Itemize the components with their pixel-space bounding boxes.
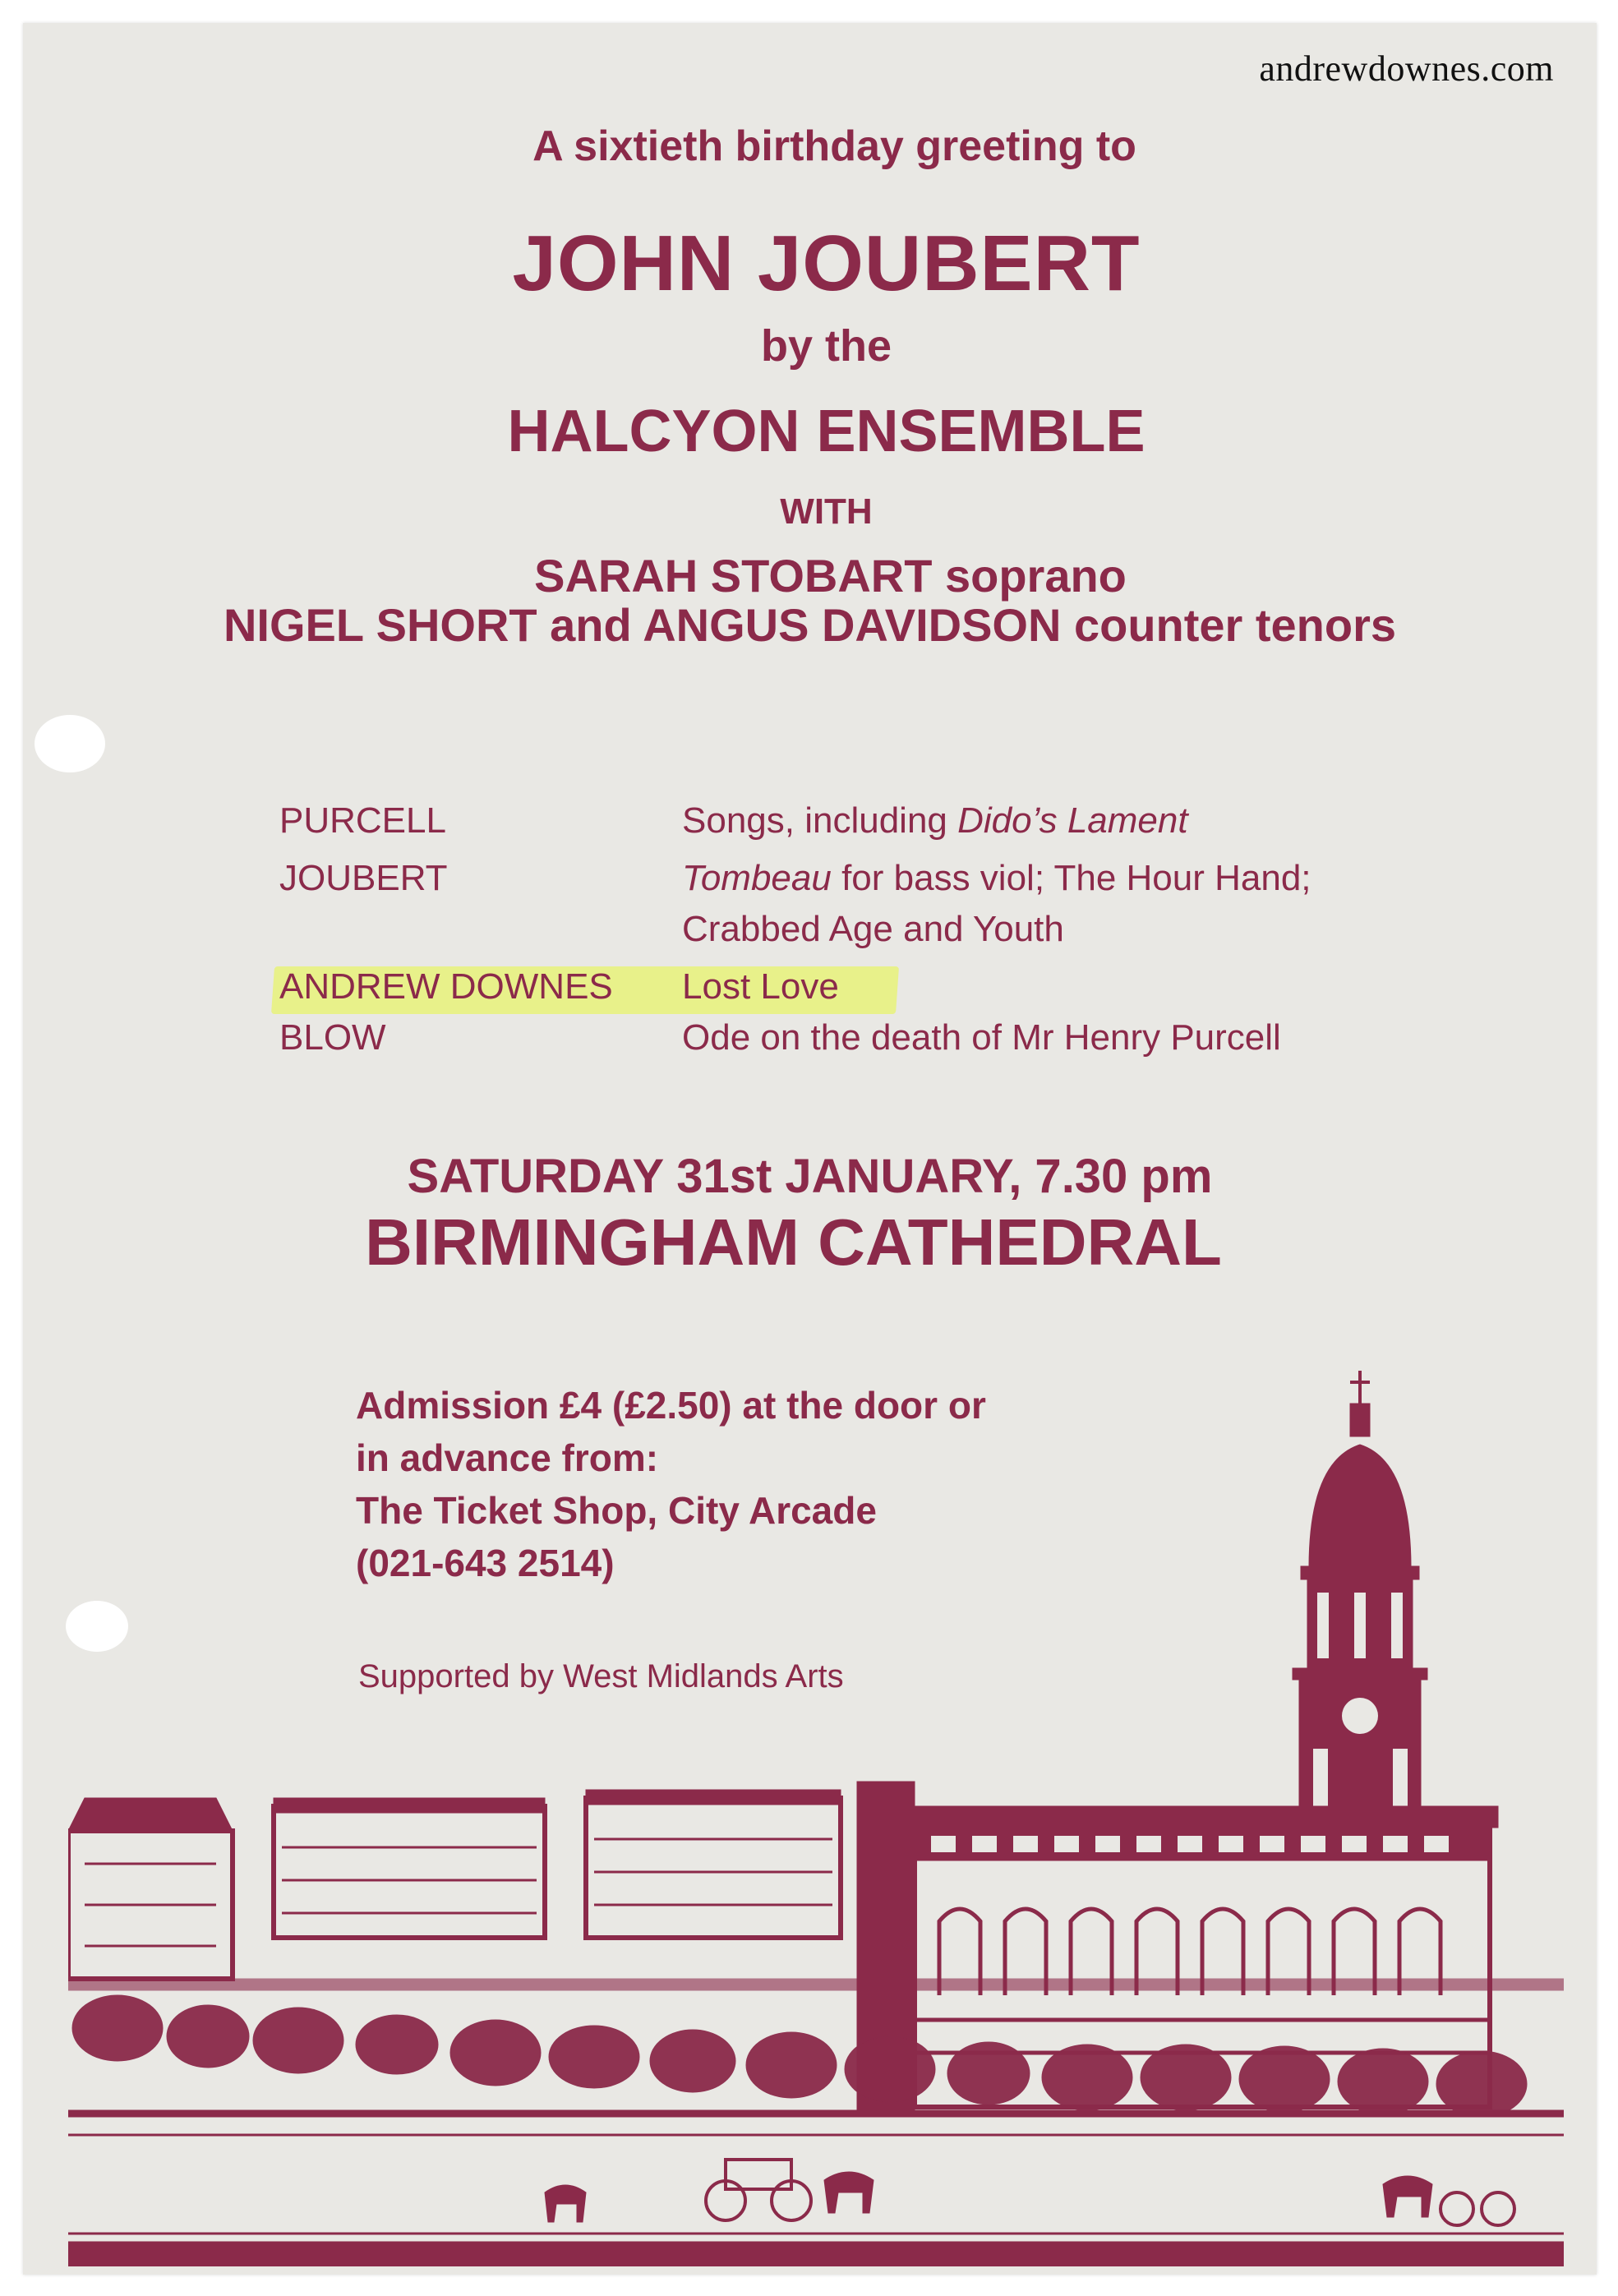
program-row: [279, 1012, 1430, 1063]
admission-line-1: Admission £4 (£2.50) at the door or: [356, 1384, 986, 1427]
event-venue: BIRMINGHAM CATHEDRAL: [365, 1206, 1222, 1279]
flyer-sheet: [23, 23, 1597, 2275]
program-composer: BLOW: [279, 1017, 386, 1058]
singer-line-1: SARAH STOBART soprano: [534, 550, 1127, 602]
admission-line-3: The Ticket Shop, City Arcade: [356, 1489, 877, 1532]
program-work: Songs, including Dido’s Lament: [682, 800, 1188, 841]
program-composer: PURCELL: [279, 800, 446, 841]
composer-title: JOHN JOUBERT: [512, 219, 1141, 307]
by-the-line: by the: [760, 321, 892, 371]
greeting-line: A sixtieth birthday greeting to: [532, 122, 1136, 170]
program-row: [279, 853, 1430, 955]
program-work: Ode on the death of Mr Henry Purcell: [682, 1017, 1281, 1058]
program-row-highlighted: [279, 961, 1430, 1012]
watermark: andrewdownes.com: [1259, 48, 1554, 89]
program-composer: JOUBERT: [279, 858, 448, 898]
admission-block: [356, 1379, 986, 1589]
support-credit: Supported by West Midlands Arts: [358, 1658, 844, 1694]
program-work: Tombeau for bass viol; The Hour Hand;: [682, 858, 1311, 898]
with-line: WITH: [780, 491, 873, 532]
program-composer: ANDREW DOWNES: [279, 966, 613, 1007]
program-work-line2: Crabbed Age and Youth: [682, 909, 1064, 949]
admission-line-2: in advance from:: [356, 1436, 659, 1479]
punch-hole-top: [35, 715, 105, 772]
admission-phone: (021-643 2514): [356, 1542, 615, 1584]
singer-line-2: NIGEL SHORT and ANGUS DAVIDSON counter tenors: [223, 599, 1397, 651]
event-date: SATURDAY 31st JANUARY, 7.30 pm: [407, 1150, 1213, 1203]
program-work: Lost Love: [682, 966, 839, 1007]
program-row: [279, 795, 1430, 846]
ensemble-title: HALCYON ENSEMBLE: [507, 399, 1146, 464]
program-list: [279, 795, 1430, 1063]
